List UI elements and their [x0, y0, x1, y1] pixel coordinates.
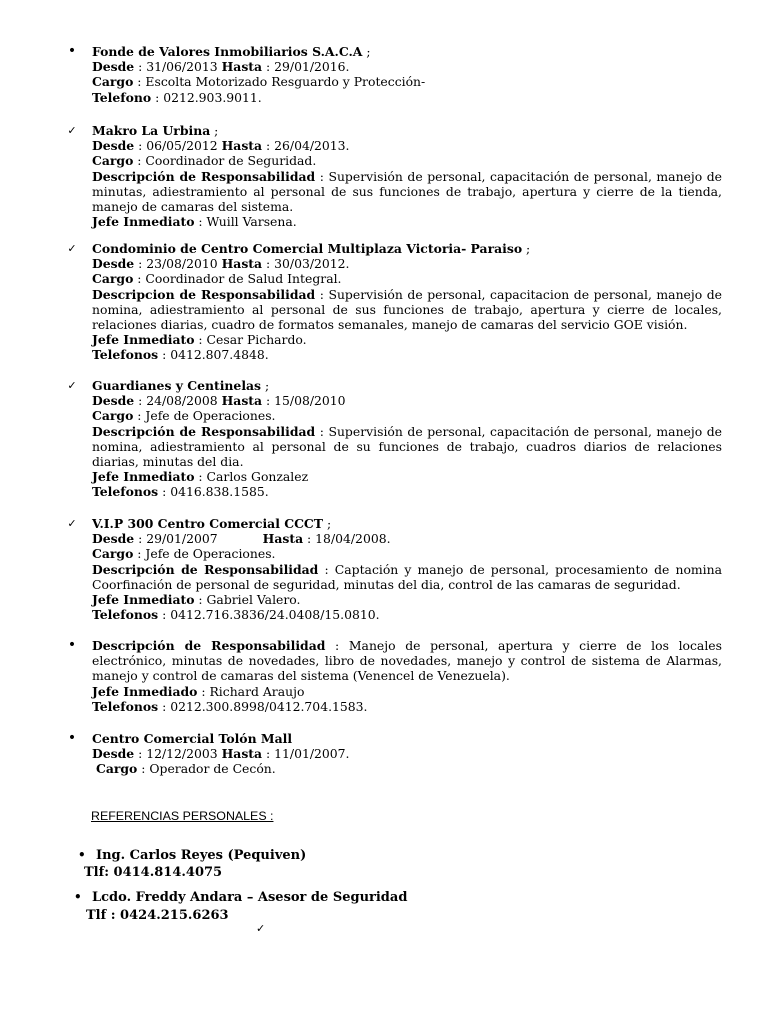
telefono-value: 0412.716.3836/24.0408/15.0810. — [170, 607, 380, 623]
jefe-label: Jefe Inmediado — [92, 683, 198, 699]
descripcion-value: Supervisión de personal, capacitacion de personal, manejo de nomina, adiestramiento al personal de sus funciones de trabajo, apertura y cierre de locales, relaciones diarias, cuadro de formatos semanales, manejo de camaras del servicio GOE visión. — [92, 286, 722, 333]
cargo-value: Coordinador de Salud Integral. — [145, 271, 342, 287]
reference-phone: Tlf : 0424.215.6263 — [86, 908, 229, 923]
reference-name: Ing. Carlos Reyes (Pequiven) — [96, 848, 307, 863]
checkmark-icon — [65, 123, 79, 138]
descripcion-label: Descripción de Responsabilidad — [92, 561, 319, 577]
desde-label: Desde — [92, 531, 135, 547]
bullet-dot-icon — [65, 731, 79, 746]
descripcion-label: Descripcion de Responsabilidad — [92, 286, 316, 302]
desde-value: 24/08/2008 — [146, 393, 218, 409]
cargo-value: Operador de Cecón. — [149, 761, 276, 777]
checkmark-icon — [65, 516, 79, 531]
hasta-label: Hasta — [221, 138, 263, 154]
job-entry-vip300: ✓ V.I.P 300 Centro Comercial CCCT ; Desde : 29/01/2007 Hasta : 18/04/2008. Cargo : Jefe de Operaciones. Descripción de Responsabilidad : Captación y manejo de personal, procesamiento de nomina Coorfinación de personal de seguridad, minutas del dia, control de las camaras de seguridad. Jefe Inmediato : Gabriel Valero. Telefonos : 0412.716.3836/24.0408/15.0810. — [72, 516, 722, 622]
jefe-value: Richard Araujo — [209, 683, 305, 699]
references-heading: REFERENCIAS PERSONALES : — [91, 809, 274, 823]
desde-label: Desde — [92, 746, 135, 762]
descripcion-value: Captación y manejo de personal, procesamiento de nomina Coorfinación de personal de seguridad, minutas del dia, control de las camaras de seguridad. — [92, 561, 722, 592]
telefono-label: Telefonos — [92, 347, 159, 363]
cargo-value: Coordinador de Seguridad. — [145, 153, 317, 169]
desde-label: Desde — [92, 256, 135, 272]
checkmark-icon: ✓ — [256, 922, 266, 935]
bullet-dot-icon — [65, 638, 79, 653]
desde-value: 12/12/2003 — [146, 746, 218, 762]
bullet-dot-icon: • — [78, 848, 86, 862]
reference-item — [74, 888, 407, 907]
cargo-label: Cargo — [92, 153, 134, 169]
bullet-dot-icon — [65, 44, 79, 59]
telefono-value: 0416.838.1585. — [170, 484, 269, 500]
job-entry-multiplaza: ✓ Condominio de Centro Comercial Multiplaza Victoria- Paraiso ; Desde : 23/08/2010 Hasta : 30/03/2012. Cargo : Coordinador de Salud Integral. Descripcion de Responsabilidad : Supervisión de personal, capacitacion de personal, manejo de nomina, adiestramiento al personal de sus funciones de trabajo, apertura y cierre de locales, relaciones diarias, cuadro de formatos semanales, manejo de camaras del servicio GOE visión. Jefe Inmediato : Cesar Pichardo. Telefonos : 0412.807.4848. — [72, 241, 722, 363]
desde-label: Desde — [92, 59, 135, 75]
jefe-label: Jefe Inmediato — [92, 214, 195, 230]
job-entry-description: • Descripción de Responsabilidad : Manejo de personal, apertura y cierre de los locales electrónico, minutas de novedades, libro de novedades, manejo y control de sistema de Alarmas, manejo y control de camaras del sistema (Venencel de Venezuela). Jefe Inmediado : Richard Araujo Telefonos : 0212.300.8998/0412.704.1583. — [72, 638, 722, 714]
job-entry-makro: ✓ Makro La Urbina ; Desde : 06/05/2012 Hasta : 26/04/2013. Cargo : Coordinador de Seguridad. Descripción de Responsabilidad : Supervisión de personal, capacitación de personal, manejo de minutas, adiestramiento al personal de sus funciones de trabajo, apertura y cierre de la tienda, manejo de camaras del sistema. Jefe Inmediato : Wuill Varsena. — [72, 123, 722, 229]
cargo-value: Jefe de Operaciones. — [145, 546, 276, 562]
job-entry-guardianes: ✓ Guardianes y Centinelas ; Desde : 24/08/2008 Hasta : 15/08/2010 Cargo : Jefe de Operaciones. Descripción de Responsabilidad : Supervisión de personal, capacitación de personal, manejo de nomina, adiestramiento al personal de su funciones de trabajo, cuadros diarios de relaciones diarias, minutas del dia. Jefe Inmediato : Carlos Gonzalez Telefonos : 0416.838.1585. — [72, 378, 722, 500]
hasta-value: 30/03/2012. — [274, 256, 350, 272]
cargo-value: Jefe de Operaciones. — [145, 408, 276, 424]
company-name: V.I.P 300 Centro Comercial CCCT — [92, 516, 324, 531]
desde-label: Desde — [92, 393, 135, 409]
hasta-value: 26/04/2013. — [274, 138, 350, 154]
desde-value: 23/08/2010 — [146, 256, 218, 272]
jefe-label: Jefe Inmediato — [92, 469, 195, 485]
hasta-value: 11/01/2007. — [274, 746, 350, 762]
jefe-label: Jefe Inmediato — [92, 332, 195, 348]
telefono-value: 0412.807.4848. — [170, 347, 269, 363]
reference-item — [78, 846, 306, 865]
hasta-value: 29/01/2016. — [274, 59, 350, 75]
desde-label: Desde — [92, 138, 135, 154]
telefono-label: Telefonos — [92, 698, 159, 714]
desde-value: 31/06/2013 — [146, 59, 218, 75]
job-entry-tolon: • Centro Comercial Tolón Mall Desde : 12/12/2003 Hasta : 11/01/2007. Cargo : Operador de Cecón. — [72, 731, 722, 777]
descripcion-label: Descripción de Responsabilidad — [92, 423, 316, 439]
desde-value: 29/01/2007 — [146, 531, 218, 547]
cargo-value: Escolta Motorizado Resguardo y Protección- — [145, 74, 426, 90]
descripcion-label: Descripción de Responsabilidad — [92, 168, 316, 184]
desde-value: 06/05/2012 — [146, 138, 218, 154]
hasta-label: Hasta — [221, 746, 263, 762]
telefono-value: 0212.903.9011. — [163, 89, 262, 105]
telefono-label: Telefonos — [92, 607, 159, 623]
telefono-value: 0212.300.8998/0412.704.1583. — [170, 698, 368, 714]
cargo-label: Cargo — [95, 761, 138, 777]
hasta-value: 15/08/2010 — [274, 393, 346, 409]
bullet-dot-icon: • — [74, 890, 82, 904]
cargo-label: Cargo — [92, 408, 134, 424]
telefono-label: Telefonos — [92, 484, 159, 500]
cargo-label: Cargo — [92, 271, 134, 287]
reference-name: Lcdo. Freddy Andara – Asesor de Seguridad — [92, 890, 408, 905]
reference-phone: Tlf: 0414.814.4075 — [84, 865, 223, 880]
descripcion-label: Descripción de Responsabilidad — [92, 638, 326, 653]
jefe-value: Gabriel Valero. — [206, 592, 301, 608]
checkmark-icon — [65, 378, 79, 393]
hasta-label: Hasta — [262, 531, 304, 547]
company-name: Fonde de Valores Inmobiliarios S.A.C.A — [92, 44, 363, 59]
jefe-value: Carlos Gonzalez — [206, 469, 309, 485]
job-entry-fonde: • Fonde de Valores Inmobiliarios S.A.C.A ; Desde : 31/06/2013 Hasta : 29/01/2016. Cargo : Escolta Motorizado Resguardo y Protección- Telefono : 0212.903.9011. — [72, 44, 722, 105]
telefono-label: Telefono — [92, 89, 152, 105]
hasta-label: Hasta — [221, 59, 263, 75]
cargo-label: Cargo — [92, 74, 134, 90]
company-name: Guardianes y Centinelas — [92, 378, 262, 393]
cargo-label: Cargo — [92, 546, 134, 562]
descripcion-value: Supervisión de personal, capacitación de personal, manejo de minutas, adiestramiento al personal de sus funciones de trabajo, apertura y cierre de la tienda, manejo de camaras del sistema. — [92, 168, 722, 215]
company-name: Makro La Urbina — [92, 123, 211, 138]
descripcion-value: Manejo de personal, apertura y cierre de los locales electrónico, minutas de novedades, libro de novedades, manejo y control de sistema de Alarmas, manejo y control de camaras del sistema (Venencel de Venezuela). — [92, 638, 722, 684]
hasta-label: Hasta — [221, 256, 263, 272]
company-name: Condominio de Centro Comercial Multiplaza Victoria- Paraiso — [92, 241, 523, 256]
hasta-value: 18/04/2008. — [315, 531, 391, 547]
hasta-label: Hasta — [221, 393, 263, 409]
descripcion-value: Supervisión de personal, capacitación de personal, manejo de nomina, adiestramiento al personal de su funciones de trabajo, cuadros diarios de relaciones diarias, minutas del dia. — [92, 423, 722, 470]
jefe-value: Wuill Varsena. — [206, 214, 297, 230]
checkmark-icon — [65, 241, 79, 256]
company-name: Centro Comercial Tolón Mall — [92, 731, 293, 746]
jefe-value: Cesar Pichardo. — [206, 332, 307, 348]
jefe-label: Jefe Inmediato — [92, 592, 195, 608]
